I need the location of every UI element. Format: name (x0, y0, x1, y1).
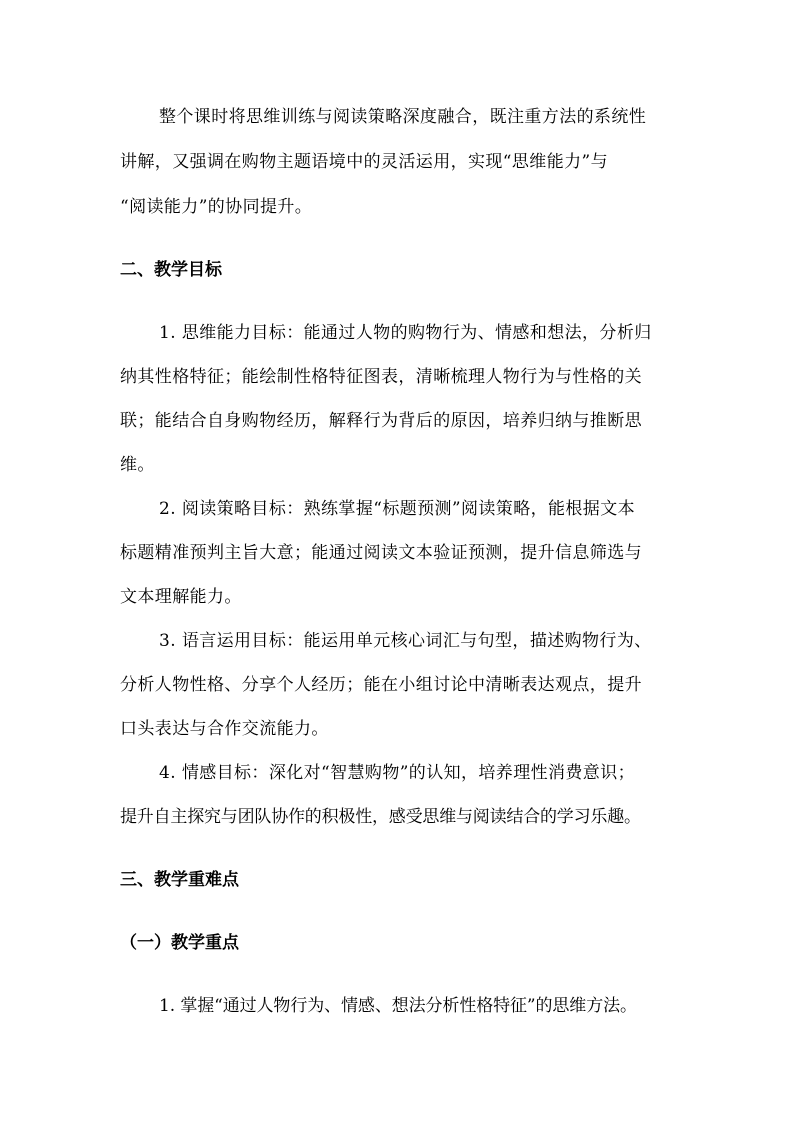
goal-3-line-1: 3. 语言运用目标：能运用单元核心词汇与句型，描述购物行为、 (159, 631, 652, 651)
goal-2-line-3: 文本理解能力。 (120, 587, 242, 607)
goal-1-line-3: 联；能结合自身购物经历，解释行为背后的原因，培养归纳与推断思 (120, 411, 642, 431)
section-heading-objectives: 二、教学目标 (120, 260, 222, 280)
goal-4-line-2: 提升自主探究与团队协作的积极性，感受思维与阅读结合的学习乐趣。 (120, 807, 641, 827)
intro-line-1: 整个课时将思维训练与阅读策略深度融合，既注重方法的系统性 (159, 107, 647, 127)
goal-3-line-3: 口头表达与合作交流能力。 (120, 719, 329, 739)
goal-1-line-4: 维。 (120, 455, 155, 475)
goal-2-line-1: 2. 阅读策略目标：熟练掌握“标题预测”阅读策略，能根据文本 (159, 499, 636, 519)
goal-3-line-2: 分析人物性格、分享个人经历；能在小组讨论中清晰表达观点，提升 (120, 675, 642, 695)
goal-1-line-1: 1. 思维能力目标：能通过人物的购物行为、情感和想法，分析归 (159, 323, 652, 343)
goal-4-line-1: 4. 情感目标：深化对“智慧购物”的认知，培养理性消费意识； (159, 763, 636, 783)
subsection-heading-key-points: （一）教学重点 (120, 933, 239, 953)
goal-2-line-2: 标题精准预判主旨大意；能通过阅读文本验证预测，提升信息筛选与 (120, 543, 642, 563)
intro-line-3: “阅读能力”的协同提升。 (120, 197, 313, 217)
section-heading-key-points: 三、教学重难点 (120, 870, 239, 890)
intro-line-2: 讲解，又强调在购物主题语境中的灵活运用，实现“思维能力”与 (120, 152, 608, 172)
goal-1-line-2: 纳其性格特征；能绘制性格特征图表，清晰梳理人物行为与性格的关 (120, 367, 642, 387)
key-point-1: 1. 掌握“通过人物行为、情感、想法分析性格特征”的思维方法。 (159, 996, 637, 1016)
